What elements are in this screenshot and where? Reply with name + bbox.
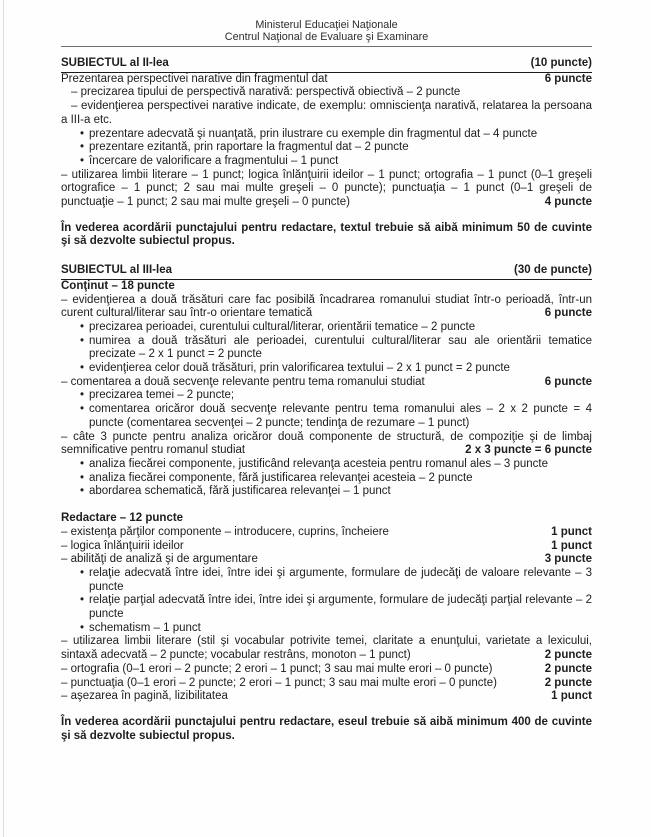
score-paragraph [61, 677, 592, 691]
bullet-icon: • [80, 594, 85, 607]
bullet-text: relaţie adecvată între idei, între idei şi argumente, formulare de judecăţi de valoare relevante – 3 puncte [89, 566, 592, 593]
bullet-text: abordarea schematică, fără justificarea relevanţei – 1 punct [89, 485, 391, 498]
subject-heading [61, 57, 592, 73]
score-value: 1 punct [545, 526, 592, 540]
score-paragraph [61, 663, 592, 677]
score-value: 2 puncte [539, 677, 592, 691]
subject-points: (10 puncte) [530, 57, 592, 69]
bullet-icon: • [80, 334, 85, 347]
bullet-icon: • [80, 566, 85, 579]
paragraph-text: – abilităţi de analiză şi de argumentare [61, 553, 258, 566]
paragraph-text: – logica înlănţuirii ideilor [61, 539, 184, 552]
important-note: În vederea acordării punctajului pentru redactare, eseul trebuie să aibă minimum 400 de cuvinte şi să dezvolte subiectul propus. [61, 715, 592, 742]
score-paragraph [61, 635, 592, 662]
center-name: Centrul Naţional de Evaluare şi Examinare [224, 31, 429, 43]
score-paragraph [61, 376, 592, 390]
paragraph-text: – utilizarea limbii literare (stil şi vocabular potrivite temei, claritate a enunţului, varietate a lexicului, sintaxă adecvată – 2 puncte; vocabular restrâns, monoton – 1 punct) [61, 635, 592, 662]
scan-edge-line [3, 0, 4, 837]
paragraph-text: – ortografia (0–1 erori – 2 puncte; 2 erori – 1 punct; 3 sau mai multe erori – 0 puncte) [61, 662, 493, 675]
score-value: 1 punct [545, 540, 592, 554]
score-paragraph [61, 294, 592, 321]
subject-title: SUBIECTUL al II-lea [61, 57, 169, 69]
score-paragraph [61, 169, 592, 210]
bullet-icon: • [80, 485, 85, 498]
bullet-item [61, 141, 592, 155]
bullet-item [61, 567, 592, 594]
paragraph-text: – evidenţierea perspectivei narative indicate, de exemplu: omniscienţa narativă, relatarea la persoana a III-a etc. [61, 100, 592, 126]
bullet-item [61, 128, 592, 142]
paragraph-text: – evidenţierea a două trăsături care fac posibilă încadrarea romanului studiat într-o perioadă, într-un curent cultural/literar sau într-o orientare tematică [61, 293, 592, 320]
bullet-item [61, 458, 592, 472]
bullet-text: numirea a două trăsături ale perioadei, curentului cultural/literar sau ale orientării tematice precizate – 2 x 1 punct = 2 puncte [89, 334, 592, 361]
score-paragraph [61, 553, 592, 567]
paragraph-text: – punctuaţia (0–1 erori – 2 puncte; 2 erori – 1 punct; 3 sau mai multe erori – 0 puncte) [61, 676, 497, 689]
paragraph-text: – utilizarea limbii literare – 1 punct; logica înlănţuirii ideilor – 1 punct; ortografia – 1 punct (0–1 greşeli ortografice – 1 punct; 2 sau mai multe greşeli – 0 puncte); punctuaţia – 1 punct (0–1 greşeli de punctuaţie – 1 punct; 2 sau mai multe greşeli – 0 puncte) [61, 168, 592, 209]
bullet-text: evidenţierea celor două trăsături, prin valorificarea textului – 2 x 1 punct = 2 puncte [89, 362, 510, 375]
document-body [61, 57, 592, 743]
bullet-icon: • [80, 320, 85, 333]
bullet-item [61, 622, 592, 636]
paragraph [61, 100, 592, 127]
score-paragraph [61, 73, 592, 87]
paragraph-text: Prezentarea perspectivei narative din fragmentul dat [61, 72, 328, 85]
bullet-text: precizarea perioadei, curentului cultural/literar, orientării tematice – 2 puncte [89, 320, 476, 333]
subject-title: SUBIECTUL al III-lea [61, 264, 172, 277]
bullet-text: comentarea oricăror două secvenţe relevante pentru tema romanului ales – 2 x 2 puncte = 4 puncte (comentarea secvenţei – 2 puncte; tendinţa de rezumare – 1 punct) [89, 403, 592, 429]
score-value: 2 x 3 puncte = 6 puncte [459, 444, 592, 458]
score-paragraph [61, 690, 592, 704]
bullet-item [61, 335, 592, 362]
ministry-name: Ministerul Educaţiei Naţionale [255, 19, 398, 31]
score-value: 4 puncte [539, 196, 592, 210]
score-value: 2 puncte [539, 663, 592, 677]
paragraph-text: – câte 3 puncte pentru analiza oricăror două componente de structură, de compoziţie şi de limbaj semnificative pentru romanul studiat [61, 430, 592, 457]
bullet-item [61, 472, 592, 486]
subject-points: (30 de puncte) [514, 264, 592, 277]
section-title: Redactare – 12 puncte [61, 512, 184, 525]
paragraph [61, 86, 592, 100]
important-note: În vederea acordării punctajului pentru redactare, textul trebuie să aibă minimum 50 de cuvinte şi să dezvolte subiectul propus. [61, 221, 592, 248]
bullet-item [61, 403, 592, 430]
header-rule [61, 46, 592, 47]
bullet-text: prezentare adecvată şi nuanţată, prin ilustrare cu exemple din fragmentul dat – 4 puncte [89, 127, 538, 140]
bullet-icon: • [80, 127, 85, 140]
paragraph-text: – precizarea tipului de perspectivă narativă: perspectivă obiectivă – 2 puncte [71, 86, 461, 99]
bullet-item [61, 389, 592, 403]
bullet-text: schematism – 1 punct [89, 621, 201, 634]
bullet-text: prezentare ezitantă, prin raportare la fragmentul dat – 2 puncte [89, 141, 409, 154]
score-paragraph [61, 431, 592, 458]
paragraph-text: – aşezarea în pagină, lizibilitatea [61, 690, 228, 703]
bullet-text: analiza fiecărei componente, justificând relevanţa acesteia pentru romanul ales – 3 puncte [89, 457, 549, 470]
score-value: 6 puncte [539, 307, 592, 321]
bullet-text: încercare de valorificare a fragmentului – 1 punct [89, 154, 339, 167]
bullet-icon: • [80, 621, 85, 634]
bullet-text: precizarea temei – 2 puncte; [89, 389, 235, 402]
score-value: 2 puncte [539, 649, 592, 663]
score-value: 3 puncte [539, 553, 592, 567]
bullet-item [61, 155, 592, 169]
bullet-icon: • [80, 362, 85, 375]
bullet-icon: • [80, 154, 85, 167]
subject-heading [61, 264, 592, 280]
bullet-item [61, 362, 592, 376]
ministry-header [61, 19, 592, 43]
score-paragraph [61, 526, 592, 540]
section-title: Conţinut – 18 puncte [61, 279, 175, 292]
bullet-text: analiza fiecărei componente, fără justificarea relevanţei acesteia – 2 puncte [89, 471, 473, 484]
bullet-text: relaţie parţial adecvată între idei, între idei şi argumente, formulare de judecăţi parţial relevante – 2 puncte [89, 594, 592, 621]
bullet-item [61, 594, 592, 621]
score-value: 6 puncte [539, 73, 592, 87]
score-paragraph [61, 540, 592, 554]
bullet-icon: • [80, 389, 85, 402]
bullet-icon: • [80, 471, 85, 484]
bullet-item [61, 485, 592, 499]
bullet-icon: • [80, 403, 85, 416]
bullet-icon: • [80, 141, 85, 154]
score-value: 6 puncte [539, 376, 592, 390]
paragraph-text: – existenţa părţilor componente – introducere, cuprins, încheiere [61, 525, 389, 538]
score-value: 1 punct [545, 690, 592, 704]
paragraph-text: – comentarea a două secvenţe relevante pentru tema romanului studiat [61, 375, 425, 388]
bullet-icon: • [80, 457, 85, 470]
bullet-item [61, 321, 592, 335]
